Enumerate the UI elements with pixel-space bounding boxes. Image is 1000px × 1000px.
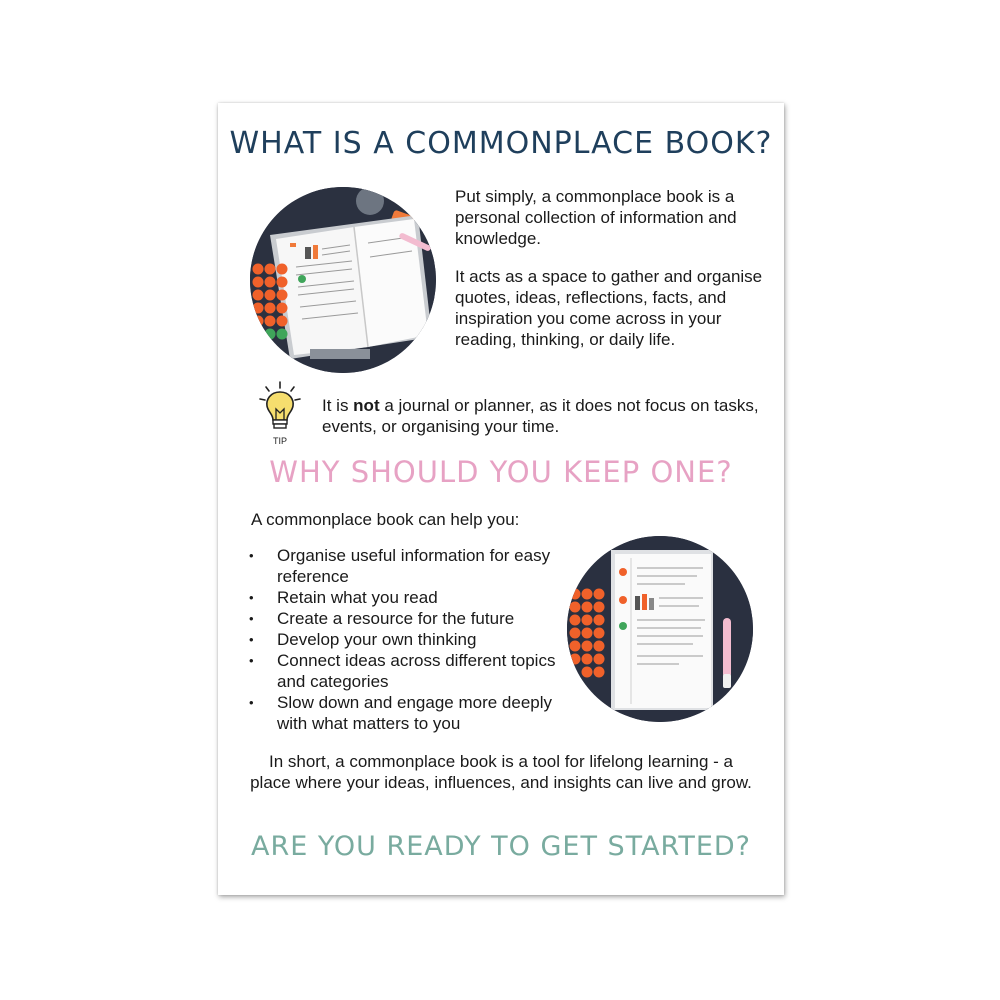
- page-title: WHAT IS A COMMONPLACE BOOK?: [229, 126, 773, 161]
- list-item: • Connect ideas across different topics and categories: [243, 650, 578, 692]
- tip-label: TIP: [272, 436, 287, 446]
- intro-paragraph-1: Put simply, a commonplace book is a personal collection of information and knowledge.: [455, 187, 737, 248]
- tip-text-emphasis: not: [353, 396, 380, 415]
- lightbulb-icon: [258, 379, 302, 449]
- list-item: • Create a resource for the future: [243, 608, 578, 629]
- cta-heading: ARE YOU READY TO GET STARTED?: [250, 831, 752, 862]
- notebook-illustration-icon: [250, 187, 436, 373]
- why-heading: WHY SHOULD YOU KEEP ONE?: [269, 455, 733, 489]
- list-item: • Retain what you read: [243, 587, 578, 608]
- why-intro: A commonplace book can help you:: [251, 510, 520, 529]
- intro-paragraph-2: It acts as a space to gather and organise quotes, ideas, reflections, facts, and inspiration you come across in your reading, thinking, or daily life.: [455, 267, 763, 349]
- list-item: • Slow down and engage more deeply with what matters to you: [243, 692, 578, 734]
- info-card: [218, 103, 784, 895]
- tip-text: [322, 395, 762, 437]
- notebook-photo-bottom: [567, 536, 753, 722]
- list-item: • Develop your own thinking: [243, 629, 578, 650]
- summary-paragraph: In short, a commonplace book is a tool for lifelong learning - a place where your ideas, influences, and insights can live and grow.: [250, 752, 752, 792]
- benefits-list: [243, 545, 578, 734]
- notebook-illustration-icon: [567, 536, 753, 722]
- list-item: • Organise useful information for easy reference: [243, 545, 578, 587]
- tip-text-end: a journal or planner, as it does not focus on tasks, events, or organising your time.: [322, 396, 759, 436]
- tip-text-start: It is: [322, 396, 354, 415]
- notebook-photo-top: [250, 187, 436, 373]
